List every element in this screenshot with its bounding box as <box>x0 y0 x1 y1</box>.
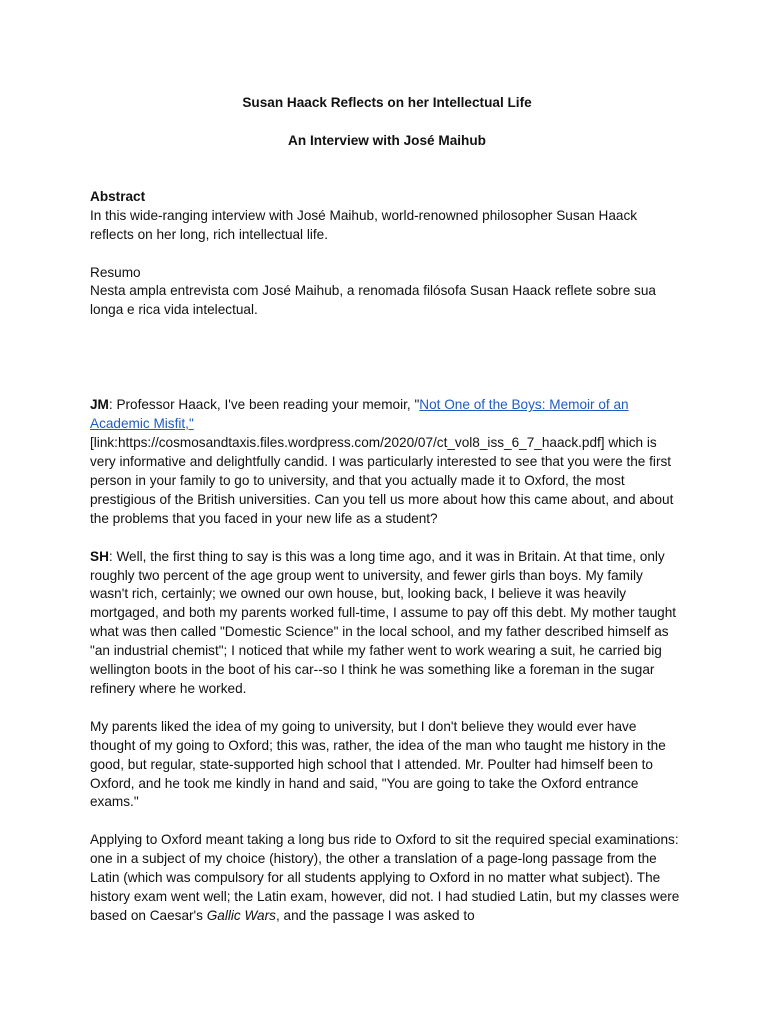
question-text-rest: [link:https://cosmosandtaxis.files.wordpress.com/2020/07/ct_vol8_iss_6_7_haack.pdf] which is very informative and delightfully candid. I was particularly interested to see that you were the first person in your family to go to university, and that you actually made it to Oxford, the most prestigious of the British universities. Can you tell us more about how this came about, and about the problems that you faced in your new life as a student? <box>90 435 674 526</box>
resumo-text: Nesta ampla entrevista com José Maihub, a renomada filósofa Susan Haack reflete sobre sua longa e rica vida intelectual. <box>90 283 656 318</box>
question-text-start: : Professor Haack, I've been reading your memoir, " <box>108 397 420 413</box>
answer-paragraph <box>90 548 684 699</box>
gallic-wars-title: Gallic Wars <box>206 908 276 923</box>
speaker-label-sh: SH <box>90 548 109 564</box>
resumo-heading: Resumo <box>90 264 141 280</box>
document-title: Susan Haack Reflects on her Intellectual Life <box>242 95 532 110</box>
abstract-heading: Abstract <box>90 188 146 204</box>
abstract-text: In this wide-ranging interview with José Maihub, world-renowned philosopher Susan Haack reflects on her long, rich intellectual life. <box>90 207 638 242</box>
body-paragraph-2: My parents liked the idea of my going to university, but I don't believe they would ever have thought of my going to Oxford; this was, rather, the idea of the man who taught me history in the good, but regular, state-supported high school that I attended. Mr. Poulter had himself been to Oxford, and he took me kindly in hand and said, "You are going to take the Oxford entrance exams." <box>90 718 666 810</box>
answer-text: : Well, the first thing to say is this was a long time ago, and it was in Britain. At that time, only roughly two percent of the age group went to university, and fewer girls than boys. My family wasn't rich, certainly; we owned our own house, but, looking back, I believe it was heavily mortgaged, and both my parents worked full-time, I assume to pay off this debt. My mother taught what was then called "Domestic Science" in the local school, and my father described himself as "an industrial chemist"; I noticed that while my father went to work wearing a suit, he carried big wellington boots in the boot of his car--so I think he was something like a foreman in the sugar refinery where he worked. <box>90 548 677 696</box>
document-subtitle: An Interview with José Maihub <box>288 132 486 148</box>
memoir-link[interactable]: Not One of the Boys: Memoir of an Academic Misfit," <box>90 397 629 432</box>
paragraph-3-text-start: Applying to Oxford meant taking a long bus ride to Oxford to sit the required special examinations: one in a subject of my choice (history), the other a translation of a page-long passage from the Latin (which was compulsory for all students applying to Oxford in no matter what subject). The history exam went well; the Latin exam, however, did not. I had studied Latin, but my classes were based on Caesar's <box>90 832 680 923</box>
question-paragraph <box>90 396 684 528</box>
speaker-label-jm: JM <box>90 397 109 413</box>
paragraph-3-text-end: , and the passage I was asked to <box>275 908 475 923</box>
body-paragraph-3 <box>90 831 684 926</box>
